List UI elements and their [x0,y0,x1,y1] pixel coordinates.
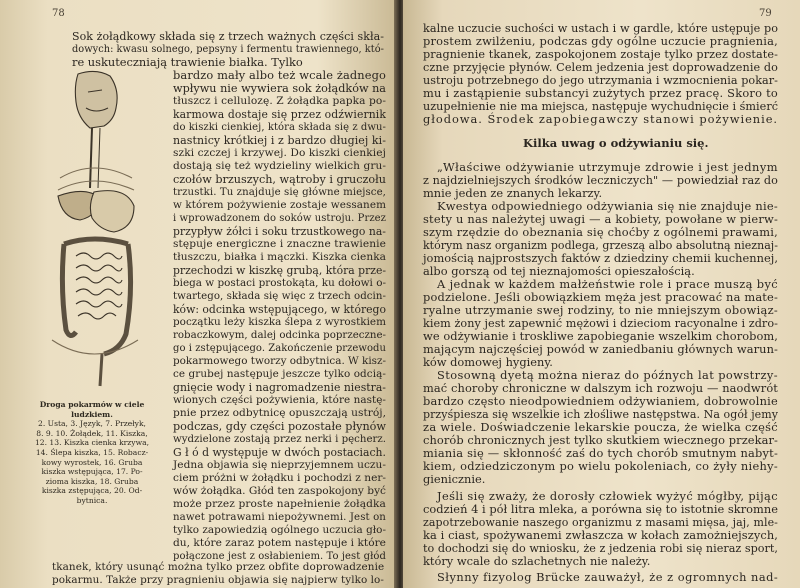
text-line: uzupełnienie nie ma miejsca, następuje wychudnięcie i śmierć [423,100,778,113]
text-line: tłuszczu, białka i mączki. Kiszka cienka [173,251,387,263]
caption-line: 14. Ślepa kiszka, 15. Robacz- [35,447,149,457]
text-line: kiem, odziedziczonym po wielu pokoleniach, co żyły niehy- [423,459,779,473]
text-line: czne przyjęcie płynów. Celem jedzenia jest doprowadzenie do [423,61,778,74]
caption-line: 12. 13. Kiszka cienka krzywa, [34,438,150,448]
text-line: tylko zapowiedzią ogólnego uczucia gło- [173,524,387,536]
text-line: początku leży kiszka ślepa z wyrostkiem [173,316,386,328]
caption-line: kowy wyrostek, 16. Gruba [41,457,143,467]
text-line: bardzo często nieodpowiedniem odżywianiem, dobrowolnie [423,394,778,408]
text-line: czołów brzuszych, wątroby i gruczołu [173,173,386,186]
digestive-system-illustration [30,68,160,398]
text-line: ków domowej hygieny. [423,355,553,369]
text-line: ustroju potrzebnego do jego utrzymania i wzmocnienia pokar- [423,74,778,87]
text-line: pragnienie tkanek, zaspokojonem zostaje tylko przez dostate- [423,48,778,61]
text-line: którym nasz organizm podlega, grzeszą albo absolutną nieznaj- [423,239,778,252]
text-line: biega w postaci prostokąta, ku dołowi o- [173,277,386,289]
right-page [403,0,800,588]
text-line: który wcale do szlachetnych nie należy. [423,554,651,568]
text-line: mać choroby chroniczne w dalszym ich rozwoju — naodwrót [423,381,778,395]
text-line: wionych części pożywienia, które nastę- [173,394,386,406]
text-line: mającym najczęściej powód w zaniedbaniu głównych warun- [423,342,778,356]
text-line: pnie przez odbytnicę opuszczają ustrój, [173,407,386,419]
text-line: pokarmu. Także przy pragnieniu objawia się najpierw tylko lo- [52,574,384,586]
text-line: albo gorszą od tej nieznajomości opieszałością. [423,264,695,278]
text-line: re uskuteczniają trawienie białka. Tylko [72,55,303,69]
page-number-right: 79 [759,8,772,19]
text-line: tłuszcz i cellulozę. Z żołądka papka po- [173,95,387,107]
text-line: wydzielone zostają przez nerki i pęcherz. [173,434,386,445]
text-line: we odżywianie i troskliwe zapobieganie wszelkim chorobom, [423,329,778,343]
text-line: kiem żony jest zapewnić mężowi i dzieciom racyonalne i zdro- [423,317,778,330]
caption-line: 2. Usta, 3. Język, 7. Przełyk, [38,419,146,429]
text-line: ryalne utrzymanie swej rodziny, to nie mniejszym obowiąz- [423,303,779,317]
text-line: ków: odcinka wstępującego, w którego [173,303,386,316]
text-line: Jedna objawia się nieprzyjemnem uczu- [173,459,387,471]
text-line: mnie jeden ze znanych lekarzy. [423,186,603,200]
text-line: nastnicy krótkiej i z bardzo długiej ki- [173,134,386,147]
text-line: to dochodzi się do wniosku, że z jedzenia robi się nieraz sport, [423,542,779,555]
text-line: podzielone. Jeśli obowiązkiem męża jest pracować na mate- [423,290,779,304]
text-line: głodowa. Środek zapobiegawczy stanowi pożywienie. [423,112,778,126]
text-line: miania się — skłonność zaś do tych chorób smutnym nabyt- [423,446,779,460]
text-line: może przez proste napełnienie żołądka [173,498,386,510]
left-page [0,0,397,588]
text-line: go i zstępującego. Zakończenie przewodu [173,343,386,354]
text-line: bardzo mały albo też wcale żadnego [173,68,386,82]
text-line: do kiszki cienkiej, która składa się z dwu- [173,122,386,133]
text-line: „Właściwe odżywianie utrzymuje zdrowie i jest jednym [437,160,779,174]
figure-caption [22,400,162,506]
text-line: G ł ó d występuje w dwóch postaciach. [173,446,386,459]
text-line: przypływ żółci i soku trzustkowego na- [173,225,386,238]
caption-line: kiszka zstępująca, 20. Od- [41,486,143,496]
text-line: wpływu nie wywiera sok żołądków na [173,82,386,95]
text-line: dowych: kwasu solnego, pepsyny i fermentu trawiennego, któ- [72,44,385,55]
text-line: Jeśli się zważy, że dorosły człowiek wyżyć mógłby, pijąc [437,489,778,503]
text-line: tkanek, który usunąć można tylko przez obfite doprowadzenie [52,561,385,573]
text-line: zapotrzebowanie naszego organizmu z masami mięsa, jaj, mle- [423,516,778,529]
text-line: dostają się też wydzieliny wielkich gru- [173,160,386,172]
text-line: w którem pożywienie zostaje wessanem [173,199,387,211]
text-line: du, które zaraz potem następuje i które [173,537,386,549]
text-line: prostem zwilżeniu, podczas gdy ogólne uczucie pragnienia, [423,34,778,48]
text-line: ka i ciast, spożywanemi zwłaszcza w kołach zamożniejszych, [423,528,779,542]
text-line: szki czczej i krzywej. Do kiszki cienkiej [173,147,387,159]
text-line: i wprowadzonem do soków ustroju. Przez [173,213,387,224]
text-line: karmowa dostaje się przez odźwiernik [173,108,386,121]
text-line: przechodzi w kiszkę grubą, która prze- [173,264,387,277]
section-heading: Kilka uwag o odżywianiu się. [523,136,709,150]
caption-line: bytnica. [76,495,108,505]
text-line: przyśpiesza się wszelkie ich złośliwe następstwa. Na ogół jemy [423,408,779,421]
text-line: trzustki. Tu znajduje się główne miejsce, [173,187,386,198]
text-line: codzień 4 i pół litra mleka, a porówna się to istotnie skromne [423,502,779,516]
text-line: gnięcie wody i nagromadzenie niestra- [173,381,386,394]
page-number-left: 78 [52,8,65,19]
caption-line: 8. 9. 10. Żołądek, 11. Kiszka, [36,428,148,438]
text-line: wów żołądka. Głód ten zaspokojony być [173,485,386,497]
text-line: z najdzielniejszych środków leczniczych" — powiedział raz do [423,174,778,187]
text-line: stępuje energiczne i znaczne trawienie [173,238,386,250]
text-line: jomością najprostszych faktów z dziedziny chemii kuchennej, [423,251,778,265]
text-line: chorób chronicznych jest tylko skutkiem wiecznego przekar- [423,433,778,447]
text-line: Kwestya odpowiedniego odżywiania się nie znajduje nie- [437,199,779,213]
text-line: ciem próżni w żołądku i pochodzi z ner- [173,472,387,484]
text-line: ce grubej następuje jeszcze tylko odcią- [173,368,387,380]
text-line: za wiele. Doświadczenie lekarskie poucza, że wielka część [423,420,778,434]
text-line: gienicznie. [423,472,486,486]
text-line: pokarmowego tworzy odbytnica. W kisz- [173,355,387,367]
text-line: Słynny fizyolog Brücke zauważył, że z ogromnych nad- [437,570,779,584]
caption-title: Droga pokarmów w ciele ludzkiem. [39,400,145,419]
text-line: robaczkowym, dalej odcinka poprzeczne- [173,330,386,341]
text-line: Stosowną dyetą można nieraz do późnych lat powstrzy- [437,368,778,382]
text-line: kalne uczucie suchości w ustach i w gardle, które ustępuje po [423,22,779,35]
text-line: nawet potrawami niepożywnemi. Jest on [173,512,386,523]
text-line: szym rzędzie do obeznania się choćby z ogólnemi prawami, [423,225,778,239]
text-line: A jednak w każdem małżeństwie role i prace muszą być [437,277,779,291]
text-line: mu i zastąpienie substancyi zużytych przez pracę. Skoro to [423,86,778,100]
text-line: podczas, gdy części pozostałe płynów [173,420,386,433]
text-line: połączone jest z osłabieniem. To jest głód [173,551,386,562]
text-line: twartego, składa się więc z trzech odcin- [173,291,387,302]
text-line: Sok żołądkowy składa się z trzech ważnych części skła- [72,30,385,43]
caption-line: zioma kiszka, 18. Gruba [45,476,139,486]
text-line: stety u nas należytej uwagi — a kobiety, powołane w pierw- [423,212,779,226]
caption-line: kiszka wstępująca, 17. Po- [41,467,143,477]
